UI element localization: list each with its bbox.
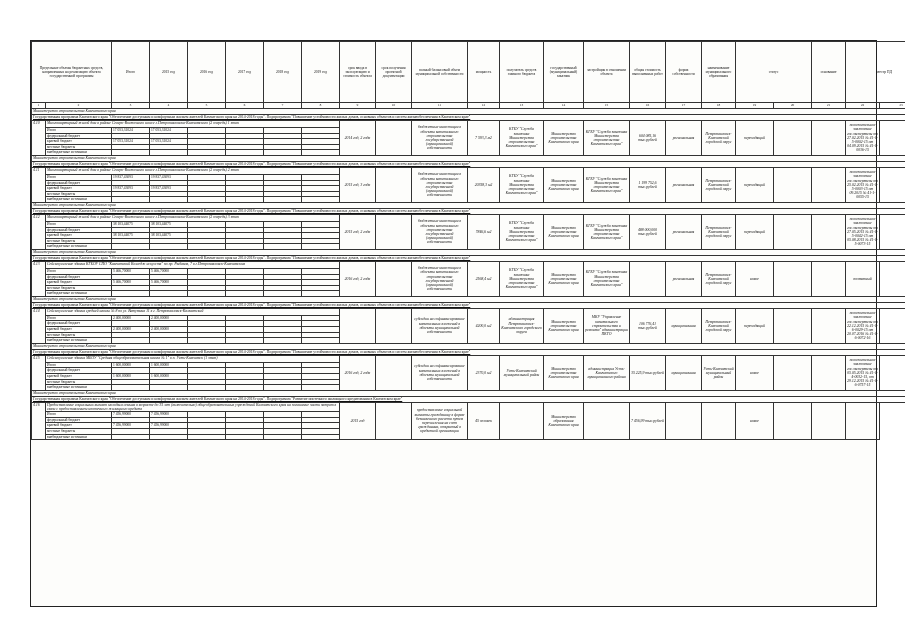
financing-label: краевой бюджет xyxy=(46,139,112,145)
financing-2017 xyxy=(226,434,264,440)
project-term: 2016 год, 2 года xyxy=(340,355,376,390)
financing-label: местные бюджеты xyxy=(46,144,112,150)
column-number: 18 xyxy=(702,103,736,109)
financing-label: местные бюджеты xyxy=(46,238,112,244)
project-term: 2014 год, 2 года xyxy=(340,121,376,156)
header-col2: Итого xyxy=(112,42,150,103)
project-municipality: Усть-Камчатский муниципальный район xyxy=(702,355,736,390)
column-number: 13 xyxy=(500,103,544,109)
financing-2015: 5 466,70000 xyxy=(150,280,188,286)
program-title: Государственная программа Камчатского края "Обеспечение доступным и комфортным жильем жителей Камчатского края на 2014-2018 годы". Подпрограмма "Повышение устойчивости жилых домов, основных объектов и систем жизнеобеспечения в Камчатском крае" xyxy=(32,255,905,261)
project-basis: положительное заключение гос.экспертизы от 27.02.2015 № 41-1-5-0002-15 от 04.09.2015 № 41-1-0036-15 xyxy=(846,121,880,156)
header-col13: государственный (муниципальный) заказчик xyxy=(544,42,584,103)
project-power: 7 593,3 м2 xyxy=(468,121,500,156)
project-basis: положительное заключение гос.экспертизы от 22.12.2015 № 41-1-6-0029-15 от 20.07.2016 № 41-1-6-0072-16 xyxy=(846,308,880,343)
project-empty xyxy=(812,308,846,343)
financing-label: Итого xyxy=(46,221,112,227)
financing-total xyxy=(112,434,150,440)
financing-2015: 38 103,44075 xyxy=(150,221,188,227)
financing-label: федеральный бюджет xyxy=(46,417,112,423)
project-power: 2370,0 м2 xyxy=(468,355,500,390)
financing-total: 38 103,44075 xyxy=(112,233,150,239)
financing-total: 17 053,31024 xyxy=(112,128,150,134)
project-number: 4.13 xyxy=(32,261,46,296)
financing-total: 19 837,43093 xyxy=(112,174,150,180)
project-ownership xyxy=(666,402,702,439)
financing-label: краевой бюджет xyxy=(46,186,112,192)
financing-2015: 19 837,43093 xyxy=(150,174,188,180)
project-ownership: региональная xyxy=(666,167,702,202)
program-title: Государственная программа Камчатского края "Обеспечение доступным и комфортным жильем жителей Камчатского края на 2014-2018 годы". Подпрограмма "Повышение устойчивости жилых домов, основных объектов и систем жизнеобеспечения в Камчатском крае" xyxy=(32,302,905,308)
project-note: бюджетные инвестиции в объекты капитального строительства государственной (муниципальной) собственности xyxy=(412,261,468,296)
financing-label: федеральный бюджет xyxy=(46,133,112,139)
project-power: 20358,3 м2 xyxy=(468,167,500,202)
header-col18: статус xyxy=(736,42,812,103)
project-power: 7846,6 м2 xyxy=(468,214,500,249)
table-body xyxy=(32,109,905,440)
project-customer: Министерство образования Камчатского края xyxy=(544,402,584,439)
project-developer: КГБУ "Служба заказчика Министерства строительства Камчатского края" xyxy=(584,167,630,202)
financing-label: краевой бюджет xyxy=(46,423,112,429)
financing-2015: 1 600,00000 xyxy=(150,362,188,368)
financing-label: краевой бюджет xyxy=(46,280,112,286)
project-empty xyxy=(812,214,846,249)
financing-total: 1 600,00000 xyxy=(112,374,150,380)
project-design xyxy=(376,402,412,439)
project-status: переходящий xyxy=(736,214,774,249)
project-row xyxy=(32,214,905,221)
column-number: 3 xyxy=(112,103,150,109)
project-term: 2015 год, 3 года xyxy=(340,167,376,202)
financing-2018 xyxy=(264,434,302,440)
financing-label: внебюджетные источники xyxy=(46,244,112,250)
column-number: 19 xyxy=(736,103,774,109)
project-basis: положительное заключение гос.экспертизы от 27.05.2015 № 41-1-5-0042-15 от 05.08.2015 № 41-1-5-0073-15 xyxy=(846,214,880,249)
header-col5: 2017 год xyxy=(226,42,264,103)
project-developer: администрация Усть-Камчатского муниципального района xyxy=(584,355,630,390)
project-empty xyxy=(812,402,846,439)
header-col7: 2019 год xyxy=(302,42,340,103)
financing-label: Итого xyxy=(46,128,112,134)
financing-2015: 2 400,00000 xyxy=(150,315,188,321)
section-title: Министерство строительства Камчатского края xyxy=(32,390,905,396)
section-title: Министерство строительства Камчатского края xyxy=(32,202,905,208)
project-recipient: администрация Петропавловск-Камчатского городского округа xyxy=(500,308,544,343)
project-empty xyxy=(774,214,812,249)
program-title: Государственная программа Камчатского края "Обеспечение доступным и комфортным жильем жителей Камчатского края на 2014-2018 годы". Подпрограмма "Развитие ипотечного жилищного кредитования в Камчатском крае" xyxy=(32,396,905,402)
project-ownership: муниципальная xyxy=(666,308,702,343)
header-col6: 2018 год xyxy=(264,42,302,103)
financing-label: краевой бюджет xyxy=(46,374,112,380)
column-number: 20 xyxy=(774,103,812,109)
column-number: 9 xyxy=(340,103,376,109)
project-note: бюджетные инвестиции в объекты капитального строительства государственной (муниципальной) собственности xyxy=(412,214,468,249)
project-customer: Министерство строительства Камчатского края xyxy=(544,355,584,390)
financing-2019 xyxy=(302,434,340,440)
project-basis: положительное заключение гос.экспертизы от 25.02.2015 № 41-1-5-0003-15 от 09.2015 № 41-1-0055-15 xyxy=(846,167,880,202)
project-cost xyxy=(630,261,666,296)
header-row xyxy=(32,42,905,103)
financing-label: Итого xyxy=(46,268,112,274)
project-row xyxy=(32,308,905,315)
financing-total: 2 400,00000 xyxy=(112,315,150,321)
financing-label: внебюджетные источники xyxy=(46,338,112,344)
financing-label: местные бюджеты xyxy=(46,285,112,291)
column-number: 7 xyxy=(264,103,302,109)
section-title: Министерство строительства Камчатского края xyxy=(32,296,905,302)
program-title: Государственная программа Камчатского края "Обеспечение доступным и комфортным жильем жителей Камчатского края на 2014-2018 годы". Подпрограмма "Повышение устойчивости жилых домов, основных объектов и систем жизнеобеспечения в Камчатском крае" xyxy=(32,161,905,167)
project-customer: Министерство строительства Камчатского края xyxy=(544,121,584,156)
project-note: предоставление социальной выплаты гражданину в форме безналичного расчета путем перечисления на счет гражданина, открытый в кредитной организации xyxy=(412,402,468,439)
financing-total: 17 053,31024 xyxy=(112,139,150,145)
project-empty xyxy=(812,167,846,202)
financing-label: внебюджетные источники xyxy=(46,197,112,203)
project-cost: 35 225,9 тыс.рублей xyxy=(630,355,666,390)
project-status: переходящий xyxy=(736,121,774,156)
project-municipality: Петропавловск-Камчатский городской округ xyxy=(702,308,736,343)
project-power: 45 человек xyxy=(468,402,500,439)
project-empty xyxy=(812,121,846,156)
project-ownership: региональная xyxy=(666,214,702,249)
project-term: 2015 год xyxy=(340,402,376,439)
column-number: 6 xyxy=(226,103,264,109)
financing-label: федеральный бюджет xyxy=(46,227,112,233)
header-col4: 2016 год xyxy=(188,42,226,103)
project-name: Предоставление социальных выплат молодым семьям в возрасте до 35 лет (включительно) общеобразовательных учреждений Камчатского края на погашение части затрат в связи с предоставлением ипотечного жилищного кредита xyxy=(46,402,340,411)
column-number: 11 xyxy=(412,103,468,109)
financing-2015 xyxy=(150,434,188,440)
financing-2015: 19 837,43093 xyxy=(150,186,188,192)
financing-label: внебюджетные источники xyxy=(46,150,112,156)
project-recipient: Усть-Камчатский муниципальный район xyxy=(500,355,544,390)
financing-2015: 17 053,31024 xyxy=(150,128,188,134)
project-cost: 604 085,16 тыс.рублей xyxy=(630,121,666,156)
project-note: субсидии на софинансирование капитальных вложений в объекты муниципальной собственности xyxy=(412,308,468,343)
header-col12: получатель средств главного бюджета xyxy=(500,42,544,103)
header-col15: общая стоимость выполненных работ xyxy=(630,42,666,103)
document-sheet xyxy=(30,40,903,607)
financing-total: 5 466,70000 xyxy=(112,268,150,274)
financing-2016 xyxy=(188,434,226,440)
column-number: 4 xyxy=(150,103,188,109)
financing-label: местные бюджеты xyxy=(46,332,112,338)
project-developer: МКУ "Управление капитального строительства и ремонта" администрации ПКГО xyxy=(584,308,630,343)
section-title: Министерство строительства Камчатского края xyxy=(32,249,905,255)
project-empty xyxy=(774,261,812,296)
project-customer: Министерство строительства Камчатского края xyxy=(544,167,584,202)
project-note: субсидии на софинансирование капитальных вложений в объекты муниципальной собственности xyxy=(412,355,468,390)
project-design xyxy=(376,167,412,202)
financing-label: федеральный бюджет xyxy=(46,368,112,374)
project-number: 4.12 xyxy=(32,214,46,249)
project-developer: КГБУ "Служба заказчика Министерства строительства Камчатского края" xyxy=(584,121,630,156)
project-status: переходящий xyxy=(736,308,774,343)
project-term xyxy=(340,308,376,343)
project-basis: поэтапный xyxy=(846,261,880,296)
financing-total: 7 456,99000 xyxy=(112,423,150,429)
project-status: переходящий xyxy=(736,167,774,202)
header-col17: наименование муниципального образования xyxy=(702,42,736,103)
column-number: 8 xyxy=(302,103,340,109)
financing-total: 5 466,70000 xyxy=(112,280,150,286)
project-cost: 488 000,000 тыс.рублей xyxy=(630,214,666,249)
financing-label: федеральный бюджет xyxy=(46,180,112,186)
project-row xyxy=(32,355,905,362)
project-empty xyxy=(774,308,812,343)
project-recipient: КГБУ "Служба заказчика Министерства строительства Камчатского края" xyxy=(500,261,544,296)
project-status: новое xyxy=(736,261,774,296)
project-row xyxy=(32,121,905,128)
financing-label: внебюджетные источники xyxy=(46,434,112,440)
financing-2015: 2 400,00000 xyxy=(150,327,188,333)
column-number: 17 xyxy=(666,103,702,109)
financing-total: 38 103,44075 xyxy=(112,221,150,227)
financing-label: Итого xyxy=(46,412,112,418)
project-number: 4.16 xyxy=(32,402,46,439)
program-title: Государственная программа Камчатского края "Обеспечение доступным и комфортным жильем жителей Камчатского края на 2014-2018 годы". Подпрограмма "Повышение устойчивости жилых домов, основных объектов и систем жизнеобеспечения в Камчатском крае" xyxy=(32,208,905,214)
project-power: 4200,0 м2 xyxy=(468,308,500,343)
project-customer: Министерство строительства Камчатского края xyxy=(544,214,584,249)
project-municipality: Петропавловск-Камчатский городской округ xyxy=(702,261,736,296)
financing-2015: 38 103,44075 xyxy=(150,233,188,239)
header-col10: полный балансовый объем муниципальной собственности xyxy=(412,42,468,103)
header-col16: форма собственности xyxy=(666,42,702,103)
financing-label: Итого xyxy=(46,362,112,368)
project-developer: КГБУ "Служба заказчика Министерства строительства Камчатского края" xyxy=(584,261,630,296)
financing-total: 19 837,43093 xyxy=(112,186,150,192)
financing-label: внебюджетные источники xyxy=(46,385,112,391)
financing-label: Итого xyxy=(46,315,112,321)
project-row xyxy=(32,402,905,411)
project-recipient: КГБУ "Служба заказчика Министерства строительства Камчатского края" xyxy=(500,167,544,202)
header-col14: застройщик в отношении объекта xyxy=(584,42,630,103)
project-customer: Министерство строительства Камчатского края xyxy=(544,308,584,343)
financing-label: местные бюджеты xyxy=(46,429,112,435)
financing-2015: 5 466,70000 xyxy=(150,268,188,274)
financing-label: федеральный бюджет xyxy=(46,321,112,327)
financing-2015: 7 456,99000 xyxy=(150,423,188,429)
financing-2015: 7 456,99000 xyxy=(150,412,188,418)
investment-table xyxy=(31,41,905,440)
header-col19: основание xyxy=(812,42,846,103)
project-design xyxy=(376,214,412,249)
column-number: 23 xyxy=(880,103,905,109)
project-name: Сейсмоусиление здания КГБОУ СПО "Камчатский Колледж искусств" по пр. Рыбаков, 7 в г.Петропавловск-Камчатском xyxy=(46,261,340,268)
project-term: 2016 год, 2 года xyxy=(340,261,376,296)
financing-label: Итого xyxy=(46,174,112,180)
project-customer: Министерство строительства Камчатского края xyxy=(544,261,584,296)
project-ownership: региональная xyxy=(666,121,702,156)
financing-label: федеральный бюджет xyxy=(46,274,112,280)
project-status: новое xyxy=(736,355,774,390)
project-recipient xyxy=(500,402,544,439)
project-number: 4.11 xyxy=(32,167,46,202)
project-recipient: КГБУ "Служба заказчика Министерства строительства Камчатского края" xyxy=(500,121,544,156)
column-number: 15 xyxy=(584,103,630,109)
header-col11: мощность xyxy=(468,42,500,103)
section-title: Министерство строительства Камчатского края xyxy=(32,343,905,349)
column-number: 21 xyxy=(812,103,846,109)
project-number: 4.14 xyxy=(32,308,46,343)
project-number: 4.15 xyxy=(32,355,46,390)
financing-label: краевой бюджет xyxy=(46,327,112,333)
project-empty xyxy=(812,355,846,390)
project-name: Многоквартирный жилой дом в районе Северо-Восточного шоссе г.Петропавловска-Камчатского (2 очередь) 1 этап xyxy=(46,121,340,128)
header-col8: срок ввода в эксплуатацию и стоимость объекта xyxy=(340,42,376,103)
project-row xyxy=(32,261,905,268)
project-municipality: Петропавловск-Камчатский городской округ xyxy=(702,121,736,156)
project-name: Многоквартирный жилой дом в районе Северо-Восточного шоссе г.Петропавловска-Камчатского (2 очередь) 2 этап xyxy=(46,167,340,174)
column-number: 2 xyxy=(46,103,112,109)
project-design xyxy=(376,355,412,390)
project-cost: 7 456,99 тыс.рублей xyxy=(630,402,666,439)
project-ownership: региональная xyxy=(666,261,702,296)
column-number: 12 xyxy=(468,103,500,109)
project-name: Многоквартирный жилой дом в районе Северо-Восточного шоссе г.Петропавловска-Камчатского (2 очередь) 3 этап xyxy=(46,214,340,221)
section-title: Министерство строительства Камчатского края xyxy=(32,155,905,161)
project-empty xyxy=(812,261,846,296)
column-number: 10 xyxy=(376,103,412,109)
project-developer: КГБУ "Служба заказчика Министерства строительства Камчатского края" xyxy=(584,214,630,249)
financing-label: внебюджетные источники xyxy=(46,291,112,297)
project-note: бюджетные инвестиции в объекты капитального строительства государственной (муниципальной) собственности xyxy=(412,167,468,202)
financing-label: краевой бюджет xyxy=(46,233,112,239)
header-col20: реестр ПД xyxy=(846,42,905,103)
project-status: новое xyxy=(736,402,774,439)
project-power: 2568,4 м2 xyxy=(468,261,500,296)
project-name: Сейсмоусиление здания средней школы № 8 по ул. Ватутина 11 в г. Петропавловск-Камчатский xyxy=(46,308,340,315)
project-developer xyxy=(584,402,630,439)
financing-total: 2 400,00000 xyxy=(112,327,150,333)
project-design xyxy=(376,121,412,156)
column-number: 1 xyxy=(32,103,46,109)
project-empty xyxy=(774,402,812,439)
project-design xyxy=(376,308,412,343)
project-name: Сейсмоусиление здания МБОУ "Средняя общеобразовательная школа № 1" в п. Усть-Камчатск (1 этап) xyxy=(46,355,340,362)
column-number: 5 xyxy=(188,103,226,109)
header-col3: 2015 год xyxy=(150,42,188,103)
project-municipality xyxy=(702,402,736,439)
project-cost: 106 776,41 тыс.рублей xyxy=(630,308,666,343)
column-number: 16 xyxy=(630,103,666,109)
financing-2015: 1 600,00000 xyxy=(150,374,188,380)
financing-total: 7 456,99000 xyxy=(112,412,150,418)
project-cost: 1 199 752,6 тыс.рублей xyxy=(630,167,666,202)
project-municipality: Петропавловск-Камчатский городской округ xyxy=(702,214,736,249)
project-number: 4.10 xyxy=(32,121,46,156)
project-row xyxy=(32,167,905,174)
financing-label: местные бюджеты xyxy=(46,191,112,197)
project-basis xyxy=(846,402,880,439)
column-number: 22 xyxy=(846,103,880,109)
financing-2015: 17 053,31024 xyxy=(150,139,188,145)
project-design xyxy=(376,261,412,296)
program-title: Государственная программа Камчатского края "Обеспечение доступным и комфортным жильем жителей Камчатского края на 2014-2018 годы". Подпрограмма "Повышение устойчивости жилых домов, основных объектов и систем жизнеобеспечения в Камчатском крае" xyxy=(32,349,905,355)
project-empty xyxy=(774,167,812,202)
project-empty xyxy=(774,121,812,156)
project-note: бюджетные инвестиции в объекты капитального строительства государственной (муниципальной) собственности xyxy=(412,121,468,156)
project-basis: положительное заключение гос.экспертизы от 05.05.2015 № 41-1-4-0032-15, от 29.12.2015 № 41-1-6-0757-15 xyxy=(846,355,880,390)
program-title: Государственная программа Камчатского края "Обеспечение доступным и комфортным жильем жителей Камчатского края на 2014-2018 годы". Подпрограмма "Повышение устойчивости жилых домов, основных объектов и систем жизнеобеспечения в Камчатском крае" xyxy=(32,115,905,121)
section-title: Министерство строительства Камчатского края xyxy=(32,109,905,115)
financing-total: 1 600,00000 xyxy=(112,362,150,368)
financing-label: местные бюджеты xyxy=(46,379,112,385)
header-col9: срок получения проектной документации xyxy=(376,42,412,103)
project-recipient: КГБУ "Служба заказчика Министерства строительства Камчатского края" xyxy=(500,214,544,249)
project-municipality: Петропавловск-Камчатский городской округ xyxy=(702,167,736,202)
column-number: 14 xyxy=(544,103,584,109)
project-empty xyxy=(774,355,812,390)
project-ownership: муниципальная xyxy=(666,355,702,390)
project-term: 2015 год, 2 года xyxy=(340,214,376,249)
header-col1: Предельные объемы бюджетных средств, направленных на реализацию объекта государственной программы xyxy=(32,42,112,103)
